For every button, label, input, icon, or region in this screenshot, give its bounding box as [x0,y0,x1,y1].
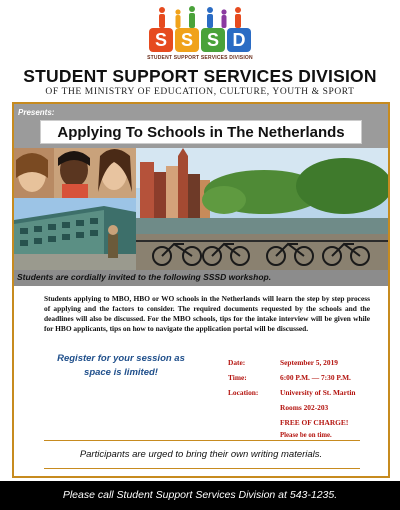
participants-note: Participants are urged to bring their own writing materials. [79,449,323,460]
ministry-subtitle: OF THE MINISTRY OF EDUCATION, CULTURE, YOUTH & SPORT [45,87,355,97]
organization-title: STUDENT SUPPORT SERVICES DIVISION [23,66,377,86]
workshop-headline: Applying To Schools in The Netherlands [40,120,362,144]
divider [44,440,360,441]
location-value: University of St. Martin [280,388,356,397]
logo-letter: S [149,28,173,52]
register-notice [36,352,206,380]
invite-text: Students are cordially invited to the following SSSD workshop. [17,272,272,282]
logo-tagline: STUDENT SUPPORT SERVICES DIVISION [147,55,253,61]
logo-letters [146,28,254,54]
presents-banner [14,104,388,148]
photo-collage [14,148,388,270]
on-time-note: Please be on time. [280,432,332,439]
location-label: Location: [228,388,259,397]
amsterdam-canal-photo [136,148,388,270]
rooms-value: Rooms 202-203 [280,403,329,412]
date-label: Date: [228,358,246,367]
sssd-logo [140,6,260,64]
footer-bar [0,481,400,510]
date-value: September 5, 2019 [280,358,338,367]
divider [44,468,360,469]
people-figures-icon [148,6,252,30]
workshop-description: Students applying to MBO, HBO or WO schools in the Netherlands will learn the step by step process of applying and the factors to consider. The required documents requested by the schools and the deadlines will also be discussed. For the MBO schools, tips for the intake interview will be given while for HBO applicants, tips on how to navigate the application portal will be discussed. [44,294,370,334]
invite-banner [14,270,388,286]
school-building-photo [14,198,136,270]
register-line-2: space is limited! [84,367,158,378]
presents-label: Presents: [18,108,55,117]
time-label: Time: [228,373,247,382]
footer-contact: Please call Student Support Services Division at 543-1235. [62,489,338,501]
logo-letter: S [201,28,225,52]
logo-letter: D [227,28,251,52]
flyer-frame [12,102,390,478]
logo-letter: S [175,28,199,52]
free-of-charge: FREE OF CHARGE! [280,418,349,427]
register-line-1: Register for your session as [57,353,185,364]
students-photo [14,148,136,198]
time-value: 6:00 P.M. — 7:30 P.M. [280,373,351,382]
